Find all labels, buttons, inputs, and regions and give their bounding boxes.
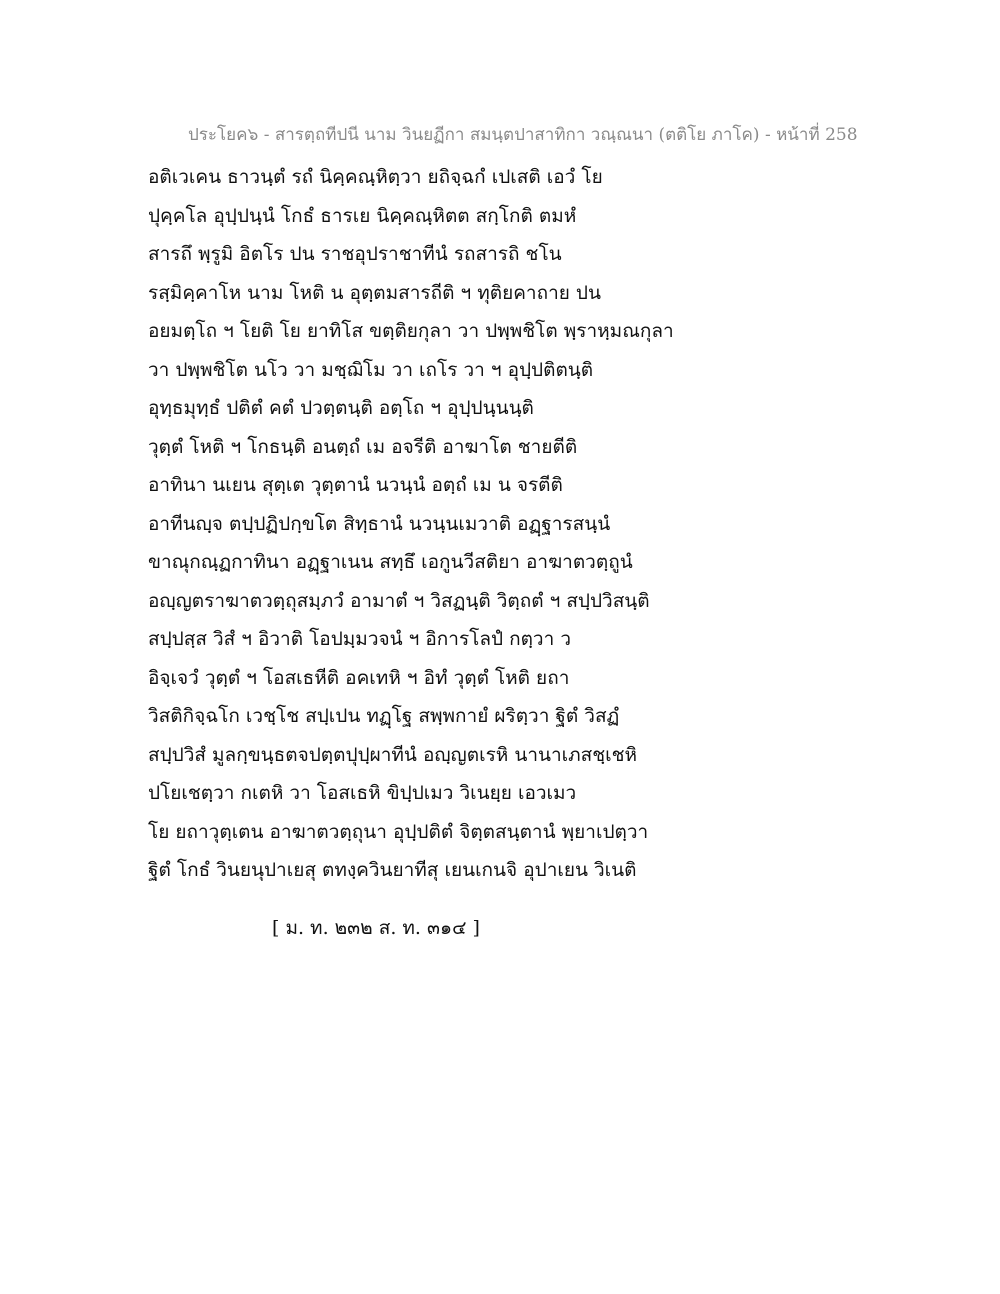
text-line: ปุคฺคโล อุปฺปนฺนํ โกธํ ธารเย นิคฺคณฺหิตต สกฺโกติ ตมหํ: [148, 204, 577, 227]
text-line: สปฺปสฺส วิสํ ฯ อิวาติ โอปมฺมวจนํ ฯ อิการโลปํ กตฺวา ว: [148, 628, 571, 650]
text-line: วิสติกิจฺฉโก เวชฺโช สปฺเปน ทฏฺโฐ สพฺพกายํ ผริตฺวา ฐิตํ วิสฏํ: [148, 705, 620, 727]
body-text: [148, 158, 848, 890]
text-line: สปฺปวิสํ มูลกฺขนฺธตจปตฺตปุปฺผาทีนํ อญฺญตเรหิ นานาเภสชฺเชหิ: [148, 743, 638, 766]
text-line: โย ยถาวุตฺเตน อาฆาตวตฺถุนา อุปฺปติตํ จิตฺตสนฺตานํ พฺยาเปตฺวา: [148, 820, 649, 843]
text-line: รสฺมิคฺคาโห นาม โหติ น อุตฺตมสารถีติ ฯ ทุติยคาถาย ปน: [148, 281, 601, 304]
text-line: อยมตฺโถ ฯ โยติ โย ยาทิโส ขตฺติยกุลา วา ปพฺพชิโต พฺราหฺมณกุลา: [148, 320, 674, 342]
footnote-reference: [ ม. ท. ๒๓๒ ส. ท. ๓๑๔ ]: [272, 917, 480, 939]
text-line: อญฺญตราฆาตวตฺถุสมฺภวํ อามาตํ ฯ วิสฏนฺติ วิตฺถตํ ฯ สปฺปวิสนฺติ: [148, 589, 650, 612]
text-line: ฐิตํ โกธํ วินยนุปาเยสุ ตทงฺควินยาทีสุ เยนเกนจิ อุปาเยน วิเนติ: [148, 859, 637, 881]
page-header: ประโยค๖ - สารตฺถทีปนี นาม วินยฏีกา สมนฺตปาสาทิกา วณฺณนา (ตติโย ภาโค) - หน้าที่ 258: [188, 125, 858, 145]
text-line: อาทินา นเยน สุตฺเต วุตฺตานํ นวนฺนํ อตฺถํ เม น จรตีติ: [148, 474, 563, 496]
text-line: อติเวเคน ธาวนฺตํ รถํ นิคฺคณฺหิตฺวา ยถิจฺฉกํ เปเสติ เอวํ โย: [148, 166, 603, 188]
text-line: ปโยเชตฺวา กเตหิ วา โอสเธหิ ขิปฺปเมว วิเนยฺย เอวเมว: [148, 782, 577, 804]
text-line: วุตฺตํ โหติ ฯ โกธนฺติ อนตฺถํ เม อจรีติ อาฆาโต ชายตีติ: [148, 435, 578, 458]
text-line: วา ปพฺพชิโต นโว วา มชฺฌิโม วา เถโร วา ฯ อุปฺปติตนฺติ: [148, 358, 594, 381]
text-line: อิจฺเจวํ วุตฺตํ ฯ โอสเธหีติ อคเทหิ ฯ อิทํ วุตฺตํ โหติ ยถา: [148, 666, 570, 689]
text-line: อาทีนญฺจ ตปฺปฏิปกฺขโต สิทฺธานํ นวนฺนเมวาติ อฏฺฐารสนฺนํ: [148, 512, 611, 535]
text-line: ขาณุกณฺฏกาทินา อฏฺฐาเนน สทฺธึ เอกูนวีสติยา อาฆาตวตฺถูนํ: [148, 551, 633, 573]
text-line: สารถึ พฺรูมิ อิตโร ปน ราชอุปราชาทีนํ รถสารถิ ชโน: [148, 243, 562, 265]
text-line: อุทฺธมุทฺธํ ปติตํ คตํ ปวตฺตนฺติ อตฺโถ ฯ อุปฺปนฺนนฺติ: [148, 397, 534, 419]
